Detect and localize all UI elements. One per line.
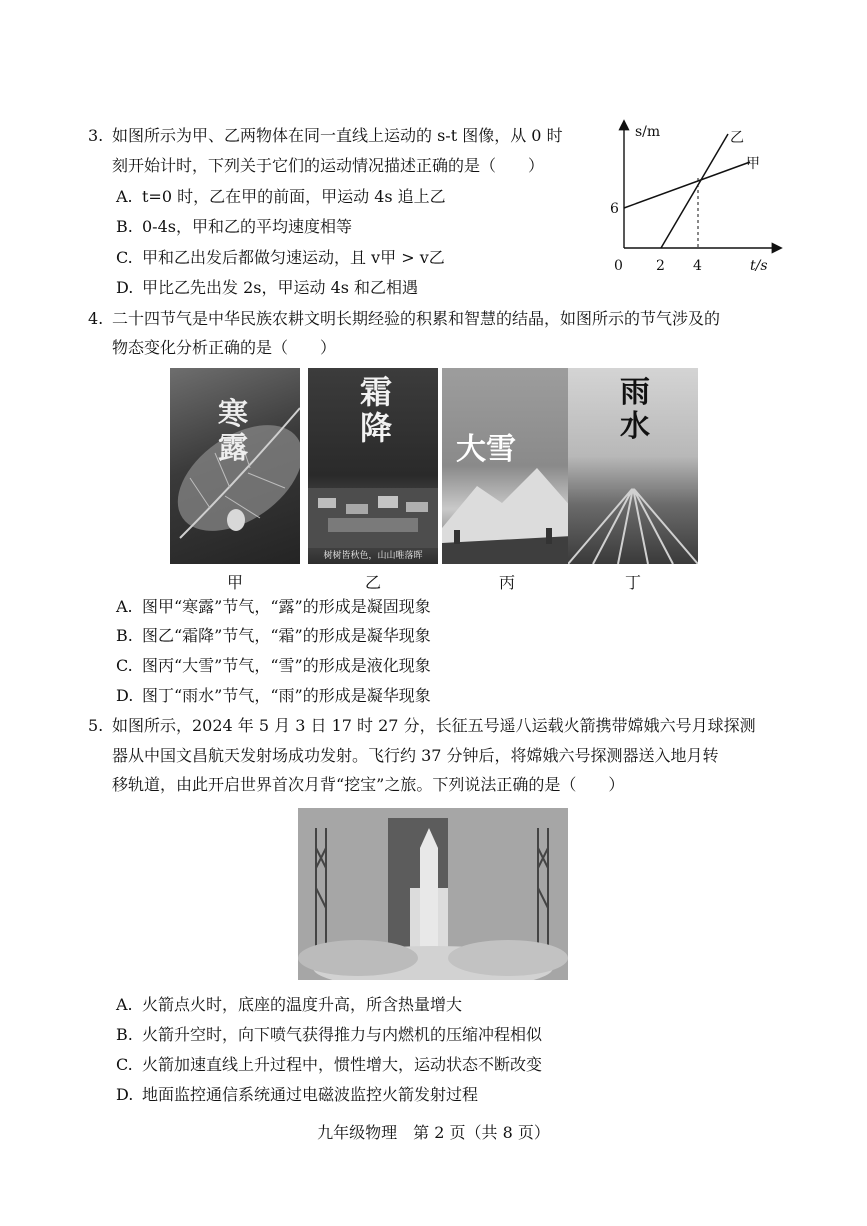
question-5-option-d[interactable]: D. 地面监控通信系统通过电磁波监控火箭发射过程: [116, 1085, 479, 1104]
x-axis-label: t/s: [750, 258, 768, 274]
question-5-stem-line-1: 如图所示，2024 年 5 月 3 日 17 时 27 分，长征五号遥八运载火箭携带嫦娥六号月球探测: [112, 716, 756, 735]
question-3-option-d[interactable]: D. 甲比乙先出发 2s，甲运动 4s 和乙相遇: [116, 278, 419, 297]
question-3-stem-line-1: 如图所示为甲、乙两物体在同一直线上运动的 s-t 图像，从 0 时: [112, 126, 563, 145]
series-yi-label: 乙: [730, 130, 744, 146]
question-5-option-c[interactable]: C. 火箭加速直线上升过程中，惯性增大，运动状态不断改变: [116, 1055, 543, 1074]
question-4-option-c[interactable]: C. 图丙“大雪”节气，“雪”的形成是液化现象: [116, 656, 431, 675]
poster-yushui: [568, 368, 698, 564]
series-jia-line: [624, 162, 750, 208]
caption-ding: 丁: [624, 573, 641, 592]
x-tick-2: 2: [656, 258, 665, 274]
poster-hanlu-title: 寒露: [218, 397, 248, 466]
series-jia-label: 甲: [746, 156, 760, 172]
question-3-stem-line-2: 刻开始计时，下列关于它们的运动情况描述正确的是（ ）: [112, 156, 545, 175]
question-4-option-d[interactable]: D. 图丁“雨水”节气，“雨”的形成是凝华现象: [116, 686, 431, 705]
question-3-number: 3.: [88, 126, 104, 145]
caption-yi: 乙: [364, 573, 381, 592]
poster-daxue: [442, 368, 572, 564]
question-5-stem-line-3: 移轨道，由此开启世界首次月背“挖宝”之旅。下列说法正确的是（ ）: [112, 775, 625, 794]
poster-shuangjiang: [308, 368, 438, 564]
s-t-graph: [600, 112, 800, 282]
rocket-illustration: [298, 808, 568, 980]
rocket-launch-photo: [298, 808, 568, 980]
y-tick-6: 6: [610, 201, 619, 217]
question-5-stem-line-2: 器从中国文昌航天发射场成功发射。飞行约 37 分钟后，将嫦娥六号探测器送入地月转: [112, 746, 719, 765]
question-5-number: 5.: [88, 716, 104, 735]
question-4-stem-line-1: 二十四节气是中华民族农耕文明长期经验的积累和智慧的结晶，如图所示的节气涉及的: [112, 309, 721, 328]
question-3-option-b[interactable]: B. 0-4s，甲和乙的平均速度相等: [116, 217, 352, 236]
x-tick-4: 4: [693, 258, 702, 274]
question-4-number: 4.: [88, 309, 104, 328]
caption-jia: 甲: [226, 573, 243, 592]
poster-hanlu: [170, 368, 300, 564]
question-4-stem-line-2: 物态变化分析正确的是（ ）: [112, 338, 337, 357]
origin-label: 0: [614, 258, 623, 274]
question-4-option-b[interactable]: B. 图乙“霜降”节气，“霜”的形成是凝华现象: [116, 626, 431, 645]
question-3-option-a[interactable]: A. t=0 时，乙在甲的前面，甲运动 4s 追上乙: [116, 187, 446, 206]
y-axis-label: s/m: [635, 124, 661, 140]
question-4-option-a[interactable]: A. 图甲“寒露”节气，“露”的形成是凝固现象: [116, 597, 431, 616]
poster-daxue-title: 大雪: [456, 432, 516, 467]
poster-shuangjiang-title: 霜降: [360, 373, 393, 447]
caption-bing: 丙: [498, 573, 515, 592]
question-3-option-c[interactable]: C. 甲和乙出发后都做匀速运动，且 v甲 > v乙: [116, 248, 445, 267]
question-5-option-a[interactable]: A. 火箭点火时，底座的温度升高，所含热量增大: [116, 995, 463, 1014]
question-5-option-b[interactable]: B. 火箭升空时，向下喷气获得推力与内燃机的压缩冲程相似: [116, 1025, 543, 1044]
poster-shuangjiang-subtitle: 树树皆秋色，山山唯落晖: [323, 551, 423, 561]
poster-yushui-title: 雨水: [620, 375, 650, 444]
page-footer: 九年级物理 第 2 页（共 8 页）: [317, 1123, 550, 1142]
